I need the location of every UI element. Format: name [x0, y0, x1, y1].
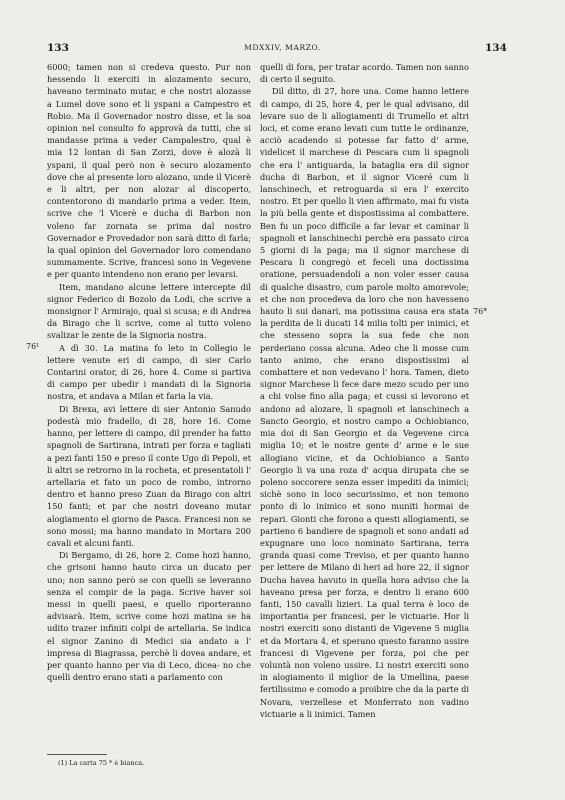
footnote: (1) La carta 75 * è bianca. [58, 759, 145, 767]
paragraph: Di Brexa, avi lettere di sier Antonio Sanudo podestà mio fradello, di 28, hore 16. Come hanno, per lettere di campo, dil prender ha fatto spagnoli de Sartirana, intrati per forza e tagliati a pezi fanti 150 e preso il conte Ugo di Pepoli, et li altri se retrorno in la rocheta, et presentatoli l' artellaria et fato un poco de rombo, introrno dentro et hanno preso Zuan da Birago con altri 150 fanti; et par che nostri doveano mutar alogiamento el giorno de Pasca. Francesi non se sono mossi; ma hanno mandato in Mortara 200 cavali et alcuni fanti. [47, 403, 251, 548]
running-head: MDXXIV, MARZO. [244, 43, 321, 52]
right-column [260, 61, 469, 720]
left-column [47, 61, 251, 683]
paragraph: A dì 30. La matina fo leto in Collegio le lettere venute eri di campo, di sier Carlo Contarini orator, di 26, hore 4. Come si partiva di campo per ubedir i mandati di la Signoria nostra, et andava a Milan et faria la via. [47, 342, 251, 402]
paragraph: 6000; tamen non si credeva questo. Pur non hessendo li exerciti in alozamento securo, haveano terminato mutar, e che nostri alozasse a Lumel dove sono et li yspani a Campestro et Robio. Ma il Governador nostro disse, et la soa opinion nel consulto fo approvà da tutti, che si mandasse prima a veder Campalestro, qual è mia 12 lontan di San Zorzi, dove è alozà li yspani, il qual però non è securo alozamento dove che al presente loro alozano, unde il Vicerè e li altri, per non alozar al discoperto, contentorono di mandarlo prima a veder. Item, scrive che 'l Vicerè e ducha di Barbon non voleno far zornata se prima dal nostro Governador e Provedador non sarà ditto di farla; la qual opinion del Governador loro comendano summamente. Scrive, francesi sono in Vegevene e per quanto intendeno non erano per levarsi. [47, 62, 251, 280]
page-number-left: 133 [47, 42, 69, 54]
paragraph: quelli di fora, per tratar acordo. Tamen non sanno di certo il seguito. [260, 62, 469, 85]
margin-mark-left: 76¹ [26, 342, 40, 351]
paragraph: Dil ditto, di 27, hore una. Come hanno lettere di campo, di 25, hore 4, per le qual advisano, dil levare suo de li allogiamenti di Trumello et altri loci, et come erano levati cum tutte le ordinanze, acciò acadendo si potesse far fatto d' arme, videlicet il marchese di Pescara cum li spagnoli che era l' antiguarda, la bataglia era dil signor ducha di Barbon, et il signor Viceré cum li lanschinech, et retroguarda si era l' exercito nostro. Et per quello li vien affirmato, mai fu vista la più bella gente et dispostissima al combattere. Ben fu un poco difficile a far levar et caminar li spagnoli et lanschinechi perchè era passato circa 5 giorni di la paga; ma il signor marchese di Pescara li congregò et feceli una doctissima oratione, persuadendoli a non voler esser causa di qualche disastro, cum parole molto amorevole; et che non procedeva da loro che non havesseno hauto li sui danari, ma potissima causa era stata la perdita de li ducati 14 milia tolti per inimici, et che stesseno sopra la sua fede che non perderiano cossa alcuna. Adeo che li mosse cum tanto animo, che erano dispostissimi al combattere et non vedevano l' hora. Tamen, dieto signor Marchese li fece dare mezo scudo per uno a chi volse fino alla paga; et cussi si levorono et andono ad alozare, li spagnoli et lanschinech a Sancto Georgio, et nostro campo a Ochiobianco, mia doi di San Georgio et da Vegevene circa miglia 10; et le nostre gente d' arme e le sue allogiano vicine, et da Ochiobianco a Santo Georgio li va una roza d' acqua dirupata che se poleno soccorere senza esser impediti da inimici; sichè sono in loco securissimo, et non temono ponto di lo inimico et sono muniti hormai de repari. Gionti che forono a questi allogiamenti, se partieno 6 bandiere de spagnoli et sono andati ad expugnare uno loco nominato Sartirana, terra granda quasi come Treviso, et per quanto hanno per lettere de Milano di heri ad hore 22, il signor Ducha havea havuto in quella hora adviso che la haveano presa per forza, e dentro li erano 600 fanti, 150 cavalli lizieri. La qual terra è loco de importantia per francesi, per le victuarie. Hor li nostri exerciti sono distanti de Vigevene 5 miglia et da Mortara 4, et sperano questo faranno ussire francesi di Vigevene per forza, poi che per voluntà non voleno ussire. Li nostri exerciti sono in alogiamento il miglior de la Umellina, paese fertilissimo e comodo a proibire che da la parte di Novara, verzellese et Monferrato non vadino victuarie a li inimici. Tamen [260, 86, 469, 719]
paragraph: Di Bergamo, di 26, hore 2. Come hozi hanno, che grisoni hanno hauto circa un ducato per uno; non sanno però se con quelli se leveranno senza el compir de la paga. Scrive haver soi messi in quelli paesi, e quello riporteranno advisarà. Item, scrive come hozi matina se ha udito trazer infiniti colpi de artellaria. Se indica el signor Zanino di Medici sia andato a l' impresa di Biagrassa, perchè li dovea andare, et per quanto hanno per via di Leco, dicea- no che quelli dentro erano stati a parlamento con [47, 550, 251, 683]
paragraph: Item, mandano alcune lettere intercepte dil signor Federico di Bozolo da Lodi, che scrive a monsignor l' Armirajo, qual si scusa; e di Andrea da Birago che li scrive, come al tutto voleno svalizar le zente de la Signoria nostra. [47, 281, 251, 341]
page-header [0, 42, 565, 56]
page-number-right: 134 [485, 42, 507, 54]
margin-mark-right: 76* [473, 307, 488, 316]
footnote-divider [47, 754, 107, 755]
